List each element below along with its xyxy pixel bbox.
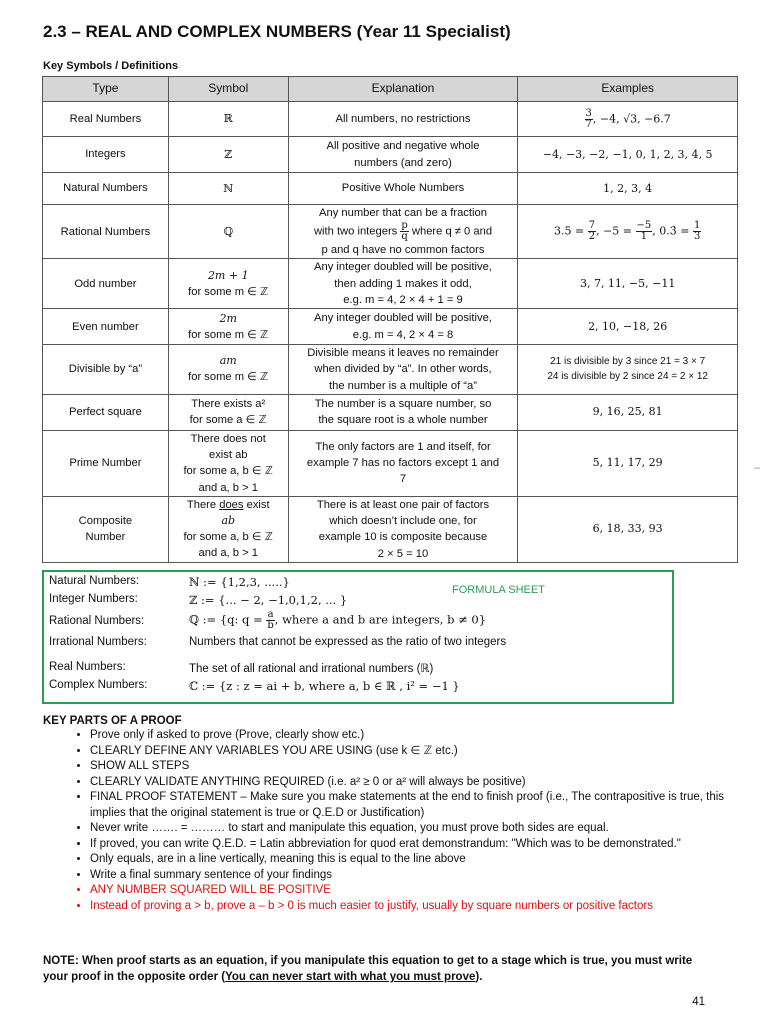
symbol-line: and a, b > 1 bbox=[198, 481, 258, 494]
explanation-line: 2 × 5 = 10 bbox=[377, 547, 429, 560]
cell-examples: 9, 16, 25, 81 bbox=[518, 394, 738, 430]
header-explanation: Explanation bbox=[288, 77, 518, 102]
examples-text: , 0.3̇ = bbox=[652, 224, 690, 238]
cell-explanation bbox=[288, 496, 518, 562]
header-symbol: Symbol bbox=[168, 77, 288, 102]
explanation-line: example 7 has no factors except 1 and bbox=[306, 457, 500, 470]
explanation-text: with two integers bbox=[313, 225, 398, 238]
formula-value bbox=[189, 610, 486, 631]
proof-heading: KEY PARTS OF A PROOF bbox=[43, 715, 182, 727]
symbol-line: for some m ∈ ℤ bbox=[188, 371, 269, 384]
cell-type: Real Numbers bbox=[43, 102, 169, 137]
fraction bbox=[636, 221, 653, 242]
numerator: 7 bbox=[588, 220, 596, 232]
examples-text: 3.5 = bbox=[553, 224, 585, 238]
list-item: • If proved, you can write Q.E.D. = Latin abbreviation for quod erat demonstrandum: "Which was to be demonstrated." bbox=[90, 837, 733, 853]
explanation-line bbox=[293, 221, 514, 242]
formula-value: Numbers that cannot be expressed as the ratio of two integers bbox=[189, 636, 507, 648]
fraction bbox=[693, 221, 701, 242]
margin-mark: – bbox=[754, 462, 761, 474]
explanation-line: e.g. m = 4, 2 × 4 = 8 bbox=[352, 328, 454, 341]
cell-examples: 3, 7, 11, −5, −11 bbox=[518, 259, 738, 309]
definitions-table bbox=[42, 76, 738, 563]
table-row bbox=[43, 205, 738, 259]
cell-symbol bbox=[168, 430, 288, 496]
numerator: −5 bbox=[636, 220, 652, 232]
symbol-line: for some a ∈ ℤ bbox=[189, 414, 267, 427]
table-row bbox=[43, 309, 738, 345]
cell-symbol bbox=[168, 309, 288, 345]
cell-symbol bbox=[168, 345, 288, 395]
cell-symbol: ℚ bbox=[168, 205, 288, 259]
explanation-line: when divided by “a”. In other words, bbox=[314, 363, 492, 376]
list-item: • FINAL PROOF STATEMENT – Make sure you make statements at the end to finish proof (i.e., The contrapositive is true, this implies that the original statement is true or Q.E.D or Justification) bbox=[90, 790, 733, 821]
fraction bbox=[585, 109, 593, 130]
cell-examples: 2, 10, −18, 26 bbox=[518, 309, 738, 345]
formula-value: ℤ := {... − 2, −1,0,1,2, ... } bbox=[189, 593, 348, 607]
table-row bbox=[43, 173, 738, 205]
cell-explanation bbox=[288, 259, 518, 309]
explanation-line: the number is a multiple of “a” bbox=[328, 379, 477, 392]
cell-examples bbox=[518, 345, 738, 395]
explanation-line: the square root is a whole number bbox=[318, 414, 488, 427]
formula-value: The set of all rational and irrational numbers (ℝ) bbox=[189, 663, 434, 675]
cell-explanation bbox=[288, 309, 518, 345]
symbol-line: There does not bbox=[190, 432, 266, 445]
explanation-line: The number is a square number, so bbox=[314, 398, 492, 411]
numerator: p bbox=[401, 220, 408, 232]
type-line: Number bbox=[85, 531, 126, 544]
proof-list bbox=[43, 728, 733, 914]
cell-symbol: ℕ bbox=[168, 173, 288, 205]
page-title: 2.3 – REAL AND COMPLEX NUMBERS (Year 11 Specialist) bbox=[43, 22, 511, 41]
explanation-line: then adding 1 makes it odd, bbox=[334, 277, 472, 290]
proof-section bbox=[43, 715, 733, 914]
explanation-line: which doesn’t include one, for bbox=[329, 515, 477, 528]
symbol-line: exist ab bbox=[208, 449, 248, 462]
numerator: a bbox=[267, 609, 274, 620]
formula-sheet-heading: FORMULA SHEET bbox=[452, 584, 545, 596]
numerator: 3 bbox=[585, 107, 592, 119]
cell-type: Natural Numbers bbox=[43, 173, 169, 205]
proof-note bbox=[43, 953, 703, 985]
explanation-line: p and q have no common factors bbox=[321, 244, 485, 257]
explanation-line: Any integer doubled will be positive, bbox=[314, 261, 492, 274]
formula-label: Complex Numbers: bbox=[49, 679, 148, 691]
table-row bbox=[43, 102, 738, 137]
list-item: • Prove only if asked to prove (Prove, clearly show etc.) bbox=[90, 728, 733, 744]
cell-examples: 5, 11, 17, 29 bbox=[518, 430, 738, 496]
table-header-row bbox=[43, 77, 738, 102]
formula-label: Rational Numbers: bbox=[49, 615, 145, 627]
cell-explanation bbox=[288, 430, 518, 496]
table-row bbox=[43, 430, 738, 496]
cell-examples: 1, 2, 3, 4 bbox=[518, 173, 738, 205]
cell-symbol bbox=[168, 394, 288, 430]
symbol-line: for some m ∈ ℤ bbox=[188, 328, 269, 341]
formula-sheet-box bbox=[42, 570, 674, 704]
symbol-line: 2m + 1 bbox=[207, 268, 249, 282]
symbol-line: There exists a² bbox=[191, 398, 266, 411]
formula-label: Natural Numbers: bbox=[49, 575, 140, 587]
cell-type bbox=[43, 496, 169, 562]
list-item: • Only equals, are in a line vertically, meaning this is equal to the line above bbox=[90, 852, 733, 868]
examples-line: 24 is divisible by 2 since 24 = 2 × 12 bbox=[547, 370, 708, 382]
formula-label: Real Numbers: bbox=[49, 661, 126, 673]
symbol-line: and a, b > 1 bbox=[198, 547, 258, 560]
cell-explanation bbox=[288, 205, 518, 259]
list-item: • Never write ……. = ……… to start and manipulate this equation, you must prove both sides are equal. bbox=[90, 821, 733, 837]
formula-text: , where a and b are integers, b ≠ 0} bbox=[274, 612, 487, 627]
denominator: 7 bbox=[585, 118, 592, 130]
symbol-line: for some a, b ∈ ℤ bbox=[183, 465, 274, 478]
cell-type: Prime Number bbox=[43, 430, 169, 496]
type-line: Composite bbox=[78, 515, 133, 528]
examples-text: , −4, √3, −6.7 bbox=[592, 112, 671, 125]
symbol-line: am bbox=[219, 354, 237, 368]
fraction bbox=[266, 610, 274, 631]
numerator: 1 bbox=[693, 220, 701, 232]
symbol-text: There bbox=[186, 499, 220, 512]
list-item: • CLEARLY VALIDATE ANYTHING REQUIRED (i.e. a² ≥ 0 or a² will always be positive) bbox=[90, 775, 733, 791]
list-item: • Instead of proving a > b, prove a – b > 0 is much easier to justify, usually by square numbers or positive factors bbox=[90, 899, 733, 915]
symbol-line: ab bbox=[221, 514, 236, 528]
table-row bbox=[43, 259, 738, 309]
cell-examples: −4, −3, −2, −1, 0, 1, 2, 3, 4, 5 bbox=[518, 137, 738, 173]
cell-examples: 6, 18, 33, 93 bbox=[518, 496, 738, 562]
symbol-line bbox=[173, 497, 284, 513]
list-item: • Write a final summary sentence of your findings bbox=[90, 868, 733, 884]
explanation-line: Divisible means it leaves no remainder bbox=[307, 347, 499, 360]
formula-label: Irrational Numbers: bbox=[49, 636, 147, 648]
explanation-text: where q ≠ 0 and bbox=[411, 225, 493, 238]
cell-explanation bbox=[288, 345, 518, 395]
page-number: 41 bbox=[692, 996, 705, 1008]
list-item: • CLEARLY DEFINE ANY VARIABLES YOU ARE USING (use k ∈ ℤ etc.) bbox=[90, 744, 733, 760]
formula-value: ℕ := {1,2,3, .....} bbox=[189, 575, 290, 589]
explanation-line: 7 bbox=[399, 473, 407, 486]
cell-type: Integers bbox=[43, 137, 169, 173]
section-subtitle: Key Symbols / Definitions bbox=[43, 60, 179, 72]
explanation-line: The only factors are 1 and itself, for bbox=[315, 441, 491, 454]
cell-explanation: All numbers, no restrictions bbox=[288, 102, 518, 137]
formula-label: Integer Numbers: bbox=[49, 593, 138, 605]
symbol-line: 2m bbox=[219, 311, 237, 325]
note-text: ). bbox=[475, 971, 483, 983]
list-item: • ANY NUMBER SQUARED WILL BE POSITIVE bbox=[90, 883, 733, 899]
explanation-line: numbers (and zero) bbox=[354, 156, 452, 169]
cell-type: Odd number bbox=[43, 259, 169, 309]
cell-explanation bbox=[288, 394, 518, 430]
explanation-line: example 10 is composite because bbox=[318, 531, 488, 544]
note-emphasis: You can never start with what you must prove bbox=[225, 971, 476, 983]
cell-symbol: ℝ bbox=[168, 102, 288, 137]
denominator: b bbox=[267, 620, 274, 631]
cell-symbol bbox=[168, 259, 288, 309]
explanation-line: There is at least one pair of factors bbox=[316, 498, 490, 511]
formula-value: ℂ := {z : z = ai + b, where a, b ∈ ℝ , i² = −1 } bbox=[189, 679, 460, 693]
cell-examples bbox=[518, 102, 738, 137]
explanation-line: e.g. m = 4, 2 × 4 + 1 = 9 bbox=[343, 293, 463, 306]
explanation-line: Any integer doubled will be positive, bbox=[314, 312, 492, 325]
table-row bbox=[43, 137, 738, 173]
cell-type: Perfect square bbox=[43, 394, 169, 430]
explanation-line: Any number that can be a fraction bbox=[319, 207, 487, 219]
note-text: NOTE: When proof starts as an equation, if you manipulate this equation to get to a stage which is true, you must write your proof in the opposite order ( bbox=[43, 955, 693, 983]
cell-type: Rational Numbers bbox=[43, 205, 169, 259]
fraction bbox=[588, 221, 596, 242]
symbol-text: exist bbox=[243, 499, 270, 512]
examples-text: , −5 = bbox=[596, 224, 632, 238]
cell-symbol: ℤ bbox=[168, 137, 288, 173]
cell-explanation: Positive Whole Numbers bbox=[288, 173, 518, 205]
table-row bbox=[43, 394, 738, 430]
symbol-line: for some m ∈ ℤ bbox=[188, 285, 269, 298]
table-row bbox=[43, 345, 738, 395]
symbol-line: for some a, b ∈ ℤ bbox=[183, 531, 274, 544]
table-row bbox=[43, 496, 738, 562]
list-item: • SHOW ALL STEPS bbox=[90, 759, 733, 775]
symbol-emphasis: does bbox=[219, 499, 244, 512]
formula-text: ℚ := {q: q = bbox=[189, 612, 263, 627]
explanation-line: All positive and negative whole bbox=[326, 140, 480, 153]
denominator: q bbox=[401, 231, 408, 243]
cell-type: Even number bbox=[43, 309, 169, 345]
header-examples: Examples bbox=[518, 77, 738, 102]
fraction bbox=[400, 221, 408, 242]
denominator: 1 bbox=[640, 231, 648, 243]
examples-line: 21 is divisible by 3 since 21 = 3 × 7 bbox=[550, 356, 706, 368]
denominator: 2 bbox=[588, 231, 596, 243]
header-type: Type bbox=[43, 77, 169, 102]
cell-explanation bbox=[288, 137, 518, 173]
cell-examples bbox=[518, 205, 738, 259]
cell-type: Divisible by “a” bbox=[43, 345, 169, 395]
denominator: 3 bbox=[693, 231, 701, 243]
cell-symbol bbox=[168, 496, 288, 562]
